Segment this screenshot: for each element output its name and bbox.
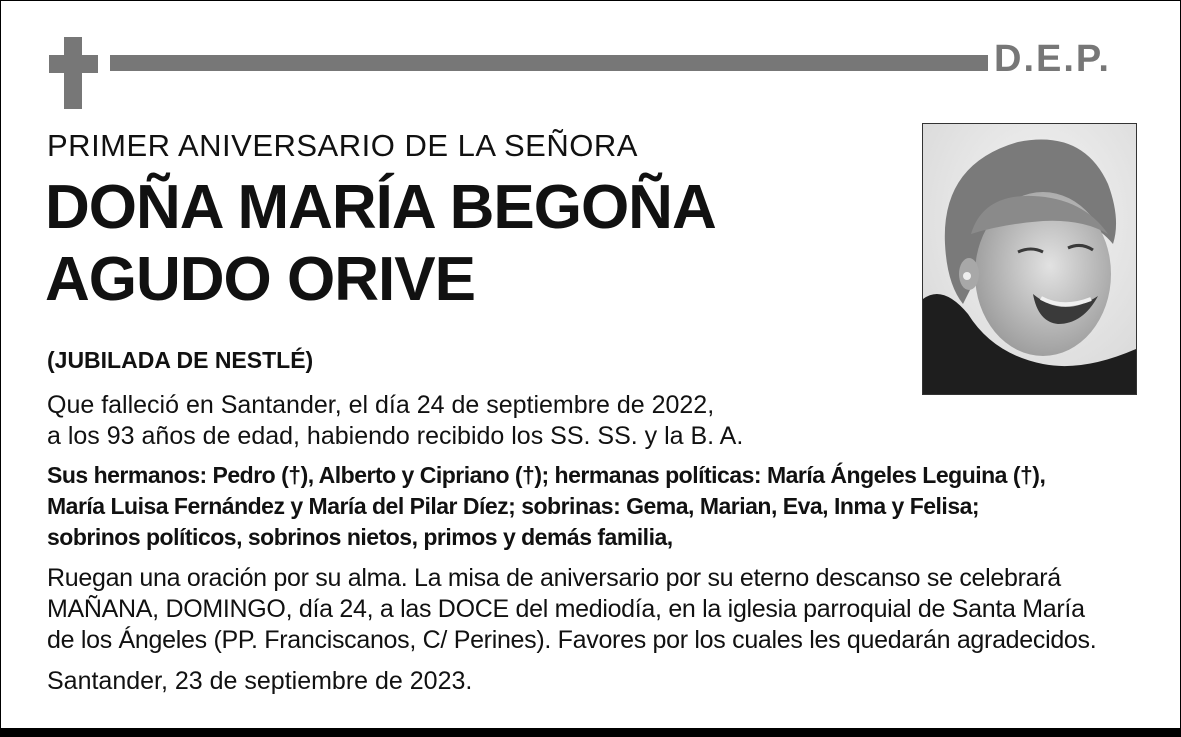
occupation-subtitle: (JUBILADA DE NESTLÉ): [47, 347, 314, 373]
portrait-photo: [922, 123, 1137, 395]
dep-label: D.E.P.: [994, 38, 1111, 80]
prayer-line: de los Ángeles (PP. Franciscanos, C/ Perines). Favores por los cuales les quedarán agradecidos.: [47, 626, 1097, 654]
name-line: AGUDO ORIVE: [45, 245, 475, 314]
mass-announcement: [47, 563, 1096, 656]
cross-icon-vertical: [64, 37, 82, 109]
family-line: Sus hermanos: Pedro (†), Alberto y Cipriano (†); hermanas políticas: María Ángeles Leguina (†),: [47, 462, 1046, 488]
header-rule: [110, 55, 988, 71]
family-list: [47, 460, 1045, 553]
cross-icon-horizontal: [49, 55, 98, 73]
dateline: Santander, 23 de septiembre de 2023.: [47, 667, 473, 695]
name-line: DOÑA MARÍA BEGOÑA: [45, 173, 716, 242]
family-line: María Luisa Fernández y María del Pilar Díez; sobrinas: Gema, Marian, Eva, Inma y Felisa;: [47, 493, 980, 519]
portrait-image: [923, 124, 1136, 394]
family-line: sobrinos políticos, sobrinos nietos, primos y demás familia,: [47, 524, 673, 550]
death-details: [47, 390, 743, 452]
death-line: a los 93 años de edad, habiendo recibido los SS. SS. y la B. A.: [47, 422, 744, 450]
death-line: Que falleció en Santander, el día 24 de septiembre de 2022,: [47, 391, 715, 419]
deceased-name: [45, 172, 716, 316]
intro-text: PRIMER ANIVERSARIO DE LA SEÑORA: [47, 128, 638, 163]
prayer-line: Ruegan una oración por su alma. La misa de aniversario por su eterno descanso se celebrará: [47, 564, 1061, 592]
prayer-line: MAÑANA, DOMINGO, día 24, a las DOCE del mediodía, en la iglesia parroquial de Santa María: [47, 595, 1085, 623]
